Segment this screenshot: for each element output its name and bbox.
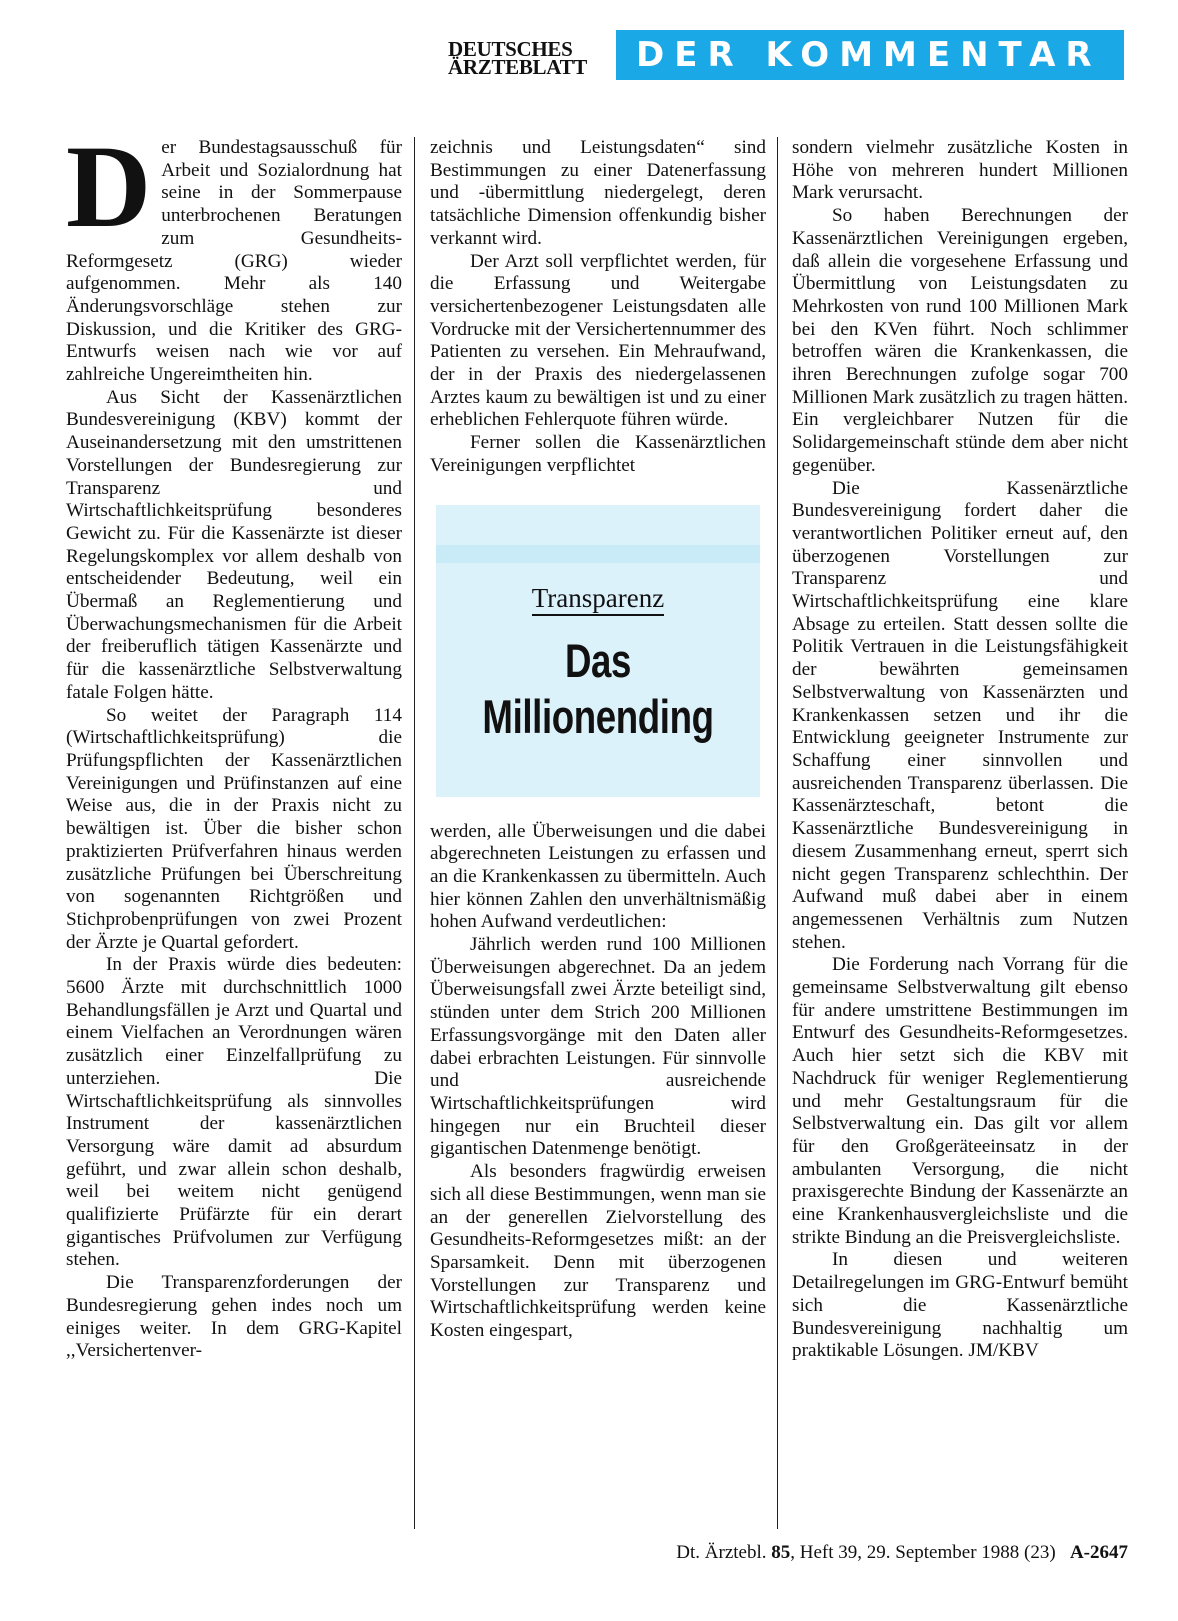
article-paragraph: Der Arzt soll verpflichtet werden, für die Erfassung und Weitergabe versichertenbezogener Leistungsdaten alle Vordrucke mit der Versichertennummer des Patienten zu versehen. Ein Mehraufwand, der in der Praxis des niedergelassenen Arztes kaum zu bewältigen ist und zu einer erheblichen Fehlerquote führen würde. [430,250,766,431]
article-paragraph: sondern vielmehr zusätzliche Kosten in Höhe von mehreren hundert Millionen Mark verursacht. [792,137,1128,204]
paragraph-text: er Bundestagsausschuß für Arbeit und Sozialordnung hat seine in der Sommerpause unterbrochenen Beratungen zum Gesundheits-Reformgesetz (GRG) wieder aufgenommen. Mehr als 140 Änderungsvorschläge stehen zur Diskussion, und die Kritiker des GRG-Entwurfs weisen nach wie vor auf zahlreiche Ungereimtheiten hin. [66,137,402,386]
brand-line-1: DEUTSCHES [448,37,573,61]
section-banner: DER KOMMENTAR [616,30,1124,80]
article-paragraph: So haben Berechnungen der Kassenärztlichen Vereinigungen ergeben, daß allein die vorgesehene Erfassung und Übermittlung von Leistungsdaten zu Mehrkosten von rund 100 Millionen Mark bei den KVen führt. Noch schlimmer betroffen wären die Krankenkassen, die ihren Berechnungen zufolge sogar 700 Millionen Mark zusätzlich zu tragen hätten. Ein vergleichbarer Nutzen für die Solidargemeinschaft stünde dem aber nicht gegenüber. [792,205,1128,476]
headline-line-1: Das [564,633,632,687]
article-paragraph: Die Kassenärztliche Bundesvereinigung fordert daher die verantwortlichen Politiker erneut auf, den überzogenen Vorstellungen zur Transparenz und Wirtschaftlichkeitsprüfung eine klare Absage zu erteilen. Statt dessen sollte die Politik Vertrauen in die Leistungsfähigkeit der bewährten gemeinsamen Selbstverwaltung von Kassenärzten und Krankenkassen setzen und ihr die Entwicklung geeigneter Instrumente zur Schaffung einer sinnvollen und ausreichenden Transparenz überlassen. Die Kassenärzteschaft, betont die Kassenärztliche Bundesvereinigung in diesem Zusammenhang erneut, sperrt sich nicht gegen Transparenz schlechthin. Der Aufwand muß dabei aber in einem angemessenen Verhältnis zum Nutzen stehen. [792,477,1128,953]
journal-citation: Dt. Ärztebl. [676,1542,767,1563]
page-number: A-2647 [1069,1542,1128,1563]
brand-line-2: ÄRZTEBLATT [448,55,587,79]
article-column-2 [430,137,766,1343]
article-paragraph: Die Forderung nach Vorrang für die gemeinsame Selbstverwaltung gilt ebenso für andere umstrittene Bestimmungen im Entwurf des Gesundheits-Reformgesetzes. Auch hier setzt sich die KBV mit Nachdruck für weniger Reglementierung und mehr Gestaltungsraum für die Selbstverwaltung ein. Das gilt vor allem für den Großgeräteeinsatz in der ambulanten Versorgung, die nicht praxisgerechte Bindung der Kassenärzte an eine Krankenhausvergleichsliste und die strikte Bindung an die Preisvergleichsliste. [792,954,1128,1248]
article-column-3 [792,137,1128,1363]
article-paragraph: In der Praxis würde dies bedeuten: 5600 Ärzte mit durchschnittlich 1000 Behandlungsfällen je Arzt und Quartal und einem Vielfachen an Verordnungen wären zusätzlich einer Einzelfallprüfung zu unterziehen. Die Wirtschaftlichkeitsprüfung als sinnvolles Instrument der kassenärztlichen Versorgung wäre damit ad absurdum geführt, und zwar allein schon deshalb, weil bei weitem nicht genügend qualifizierte Prüfärzte für ein derart gigantisches Prüfvolumen zur Verfügung stehen. [66,954,402,1271]
article-paragraph: Als besonders fragwürdig erweisen sich all diese Bestimmungen, wenn man sie an der generellen Zielvorstellung des Gesundheits-Reformgesetzes mißt: an der Sparsamkeit. Denn mit überzogenen Vorstellungen zur Transparenz und Wirtschaftlichkeitsprüfung werden keine Kosten eingespart, [430,1161,766,1342]
headline-line-2: Millionending [482,689,714,743]
issue-info: , Heft 39, 29. September 1988 (23) [790,1542,1056,1563]
column-divider [414,137,415,1529]
drop-cap: D [66,121,152,252]
headline [472,633,725,745]
publication-logo [448,37,608,79]
column-divider [777,137,778,1529]
article-paragraph: In diesen und weiteren Detailregelungen im GRG-Entwurf bemüht sich die Kassenärztliche Bundesvereinigung nachhaltig um praktikable Lösungen. JM/KBV [792,1249,1128,1362]
article-column-1 [66,121,402,1363]
article-paragraph: Aus Sicht der Kassenärztlichen Bundesvereinigung (KBV) kommt der Auseinandersetzung mit den umstrittenen Vorstellungen der Bundesregierung zur Transparenz und Wirtschaftlichkeitsprüfung besonderes Gewicht zu. Für die Kassenärzte ist dieser Regelungskomplex vor allem deshalb von entscheidender Bedeutung, weil ein Übermaß an Reglementierung und Überwachungsmechanismen für die Arbeit der freiberuflich tätigen Kassenärzte und für die kassenärztliche Selbstverwaltung fatale Folgen hätte. [66,386,402,703]
kicker [436,582,760,613]
masthead [0,0,1178,110]
page-footer [548,1542,1128,1564]
article-paragraph: So weitet der Paragraph 114 (Wirtschaftlichkeitsprüfung) die Prüfungspflichten der Kassenärztlichen Vereinigungen und Prüfinstanzen auf eine Weise aus, die in der Praxis nicht zu bewältigen ist. Über die bisher schon praktizierten Prüfverfahren hinaus werden zusätzliche Prüfungen bei Überschreitung von sogenannten Richtgrößen und Stichprobenprüfungen von zwei Prozent der Ärzte je Quartal gefordert. [66,704,402,953]
article-paragraph: zeichnis und Leistungsdaten“ sind Bestimmungen zu einer Datenerfassung und -übermittlung niedergelegt, deren tatsächliche Dimension offenkundig bisher verkannt wird. [430,137,766,249]
article-paragraph: Die Transparenzforderungen der Bundesregierung gehen indes noch um einiges weiter. In dem GRG-Kapitel ,,Versichertenver- [66,1272,402,1362]
volume-number: 85 [771,1542,791,1563]
article-paragraph: werden, alle Überweisungen und die dabei abgerechneten Leistungen zu erfassen und an die Krankenkassen zu übermitteln. Auch hier können Zahlen den unverhältnismäßig hohen Aufwand verdeutlichen: [430,820,766,933]
article-paragraph: Jährlich werden rund 100 Millionen Überweisungen abgerechnet. Da an jedem Überweisungsfall zwei Ärzte beteiligt sind, stünden unter dem Strich 200 Millionen Erfassungsvorgänge mit den Daten aller dabei erbrachten Leistungen. Für sinnvolle und ausreichende Wirtschaftlichkeitsprüfungen wird hingegen nur ein Bruchteil dieser gigantischen Datenmenge benötigt. [430,934,766,1160]
decorative-band [436,545,760,563]
kicker-text: Transparenz [532,583,664,616]
article-paragraph [66,121,402,387]
article-paragraph: Ferner sollen die Kassenärztlichen Vereinigungen verpflichtet [430,432,766,476]
headline-box [436,505,760,797]
